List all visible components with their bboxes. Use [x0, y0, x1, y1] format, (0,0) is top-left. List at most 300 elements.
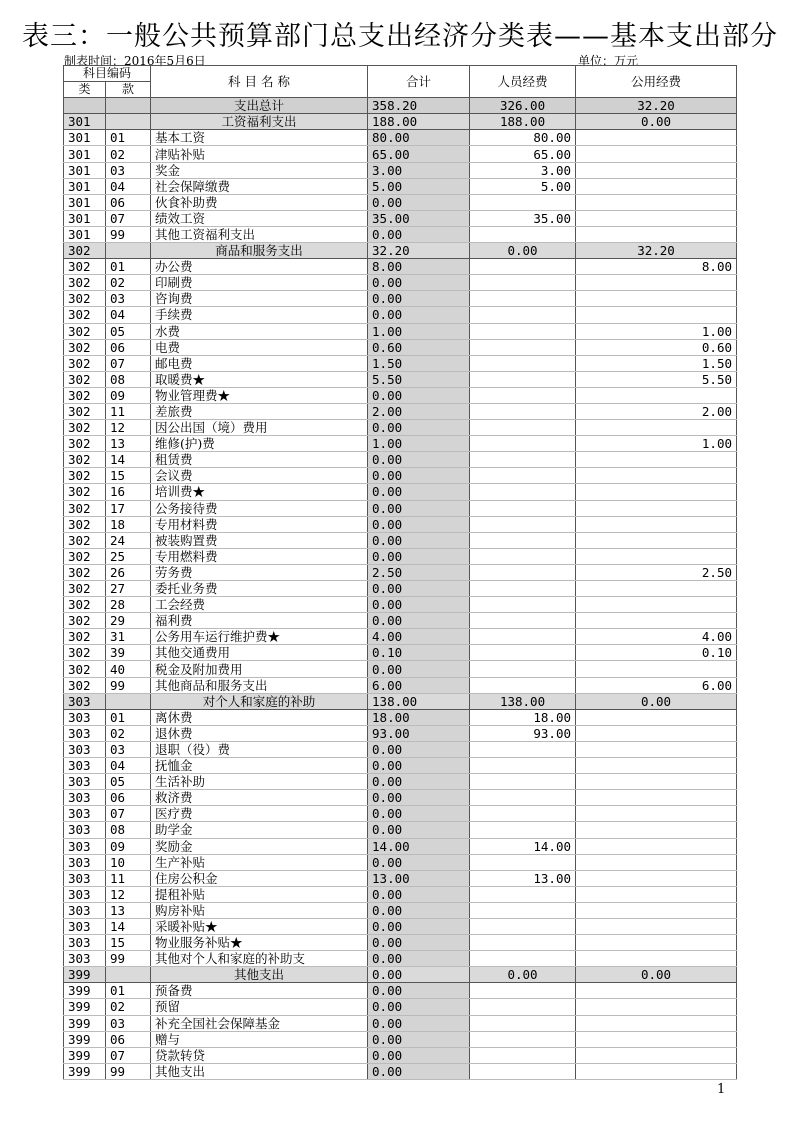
cell-public: [576, 1015, 737, 1031]
cell-public: [576, 162, 737, 178]
table-row: [64, 838, 737, 854]
table-row: [64, 500, 737, 516]
cell-public: [576, 806, 737, 822]
cell-total: 0.00: [368, 597, 470, 613]
summary-lei: [64, 98, 106, 114]
cell-personnel: [470, 484, 576, 500]
cell-personnel: [470, 387, 576, 403]
cell-lei: 303: [64, 741, 106, 757]
cell-kuan: 26: [106, 564, 151, 580]
cell-personnel: [470, 516, 576, 532]
cell-lei: 302: [64, 323, 106, 339]
cell-public: [576, 548, 737, 564]
cell-kuan: 10: [106, 854, 151, 870]
table-row: [64, 661, 737, 677]
cell-total: 0.00: [368, 902, 470, 918]
cell-kuan: 02: [106, 725, 151, 741]
cell-personnel: [470, 226, 576, 242]
cell-lei: 301: [64, 130, 106, 146]
cell-lei: 303: [64, 918, 106, 934]
summary-total: 358.20: [368, 98, 470, 114]
cell-kuan: 02: [106, 146, 151, 162]
cell-public: [576, 194, 737, 210]
table-row: [64, 259, 737, 275]
cell-personnel: 35.00: [470, 210, 576, 226]
cell-personnel: 18.00: [470, 709, 576, 725]
cell-lei: 303: [64, 790, 106, 806]
cell-name: 津贴补贴: [151, 146, 368, 162]
cell-kuan: 40: [106, 661, 151, 677]
cell-kuan: 15: [106, 468, 151, 484]
cell-public: [576, 758, 737, 774]
table-row: [64, 1047, 737, 1063]
cell-personnel: [470, 645, 576, 661]
cell-kuan: [106, 114, 151, 130]
table-row: [64, 983, 737, 999]
cell-total: 0.00: [368, 275, 470, 291]
cell-name: 水费: [151, 323, 368, 339]
cell-public: [576, 146, 737, 162]
cell-name: 绩效工资: [151, 210, 368, 226]
cell-total: 0.00: [368, 307, 470, 323]
cell-total: 2.50: [368, 564, 470, 580]
cell-name: 公务用车运行维护费★: [151, 629, 368, 645]
cell-kuan: 12: [106, 886, 151, 902]
cell-public: [576, 918, 737, 934]
cell-lei: 302: [64, 661, 106, 677]
cell-total: 1.00: [368, 323, 470, 339]
cell-lei: 302: [64, 291, 106, 307]
cell-public: [576, 597, 737, 613]
cell-public: 0.00: [576, 114, 737, 130]
cell-name: 助学金: [151, 822, 368, 838]
cell-total: 0.00: [368, 452, 470, 468]
cell-lei: 302: [64, 387, 106, 403]
table-row: [64, 146, 737, 162]
cell-lei: 303: [64, 806, 106, 822]
cell-kuan: 03: [106, 291, 151, 307]
cell-kuan: [106, 967, 151, 983]
cell-lei: 302: [64, 500, 106, 516]
cell-total: 0.00: [368, 741, 470, 757]
cell-public: [576, 1031, 737, 1047]
cell-name: 商品和服务支出: [151, 243, 368, 259]
expenditure-table: [63, 65, 737, 1080]
cell-public: [576, 822, 737, 838]
cell-lei: 301: [64, 162, 106, 178]
cell-total: 0.00: [368, 387, 470, 403]
cell-total: 1.00: [368, 436, 470, 452]
cell-public: [576, 870, 737, 886]
cell-public: [576, 790, 737, 806]
cell-public: [576, 452, 737, 468]
cell-personnel: [470, 468, 576, 484]
table-row: [64, 178, 737, 194]
cell-personnel: [470, 420, 576, 436]
table-row: [64, 130, 737, 146]
table-row: [64, 516, 737, 532]
cell-personnel: [470, 500, 576, 516]
cell-lei: 302: [64, 597, 106, 613]
cell-total: 14.00: [368, 838, 470, 854]
cell-lei: 301: [64, 178, 106, 194]
cell-kuan: 07: [106, 1047, 151, 1063]
cell-public: [576, 741, 737, 757]
cell-name: 因公出国（境）费用: [151, 420, 368, 436]
cell-public: [576, 613, 737, 629]
table-row: [64, 935, 737, 951]
cell-kuan: 24: [106, 532, 151, 548]
cell-kuan: 04: [106, 178, 151, 194]
cell-personnel: [470, 1063, 576, 1079]
cell-public: [576, 886, 737, 902]
cell-kuan: 99: [106, 226, 151, 242]
table-unit: 单位：万元: [578, 54, 639, 68]
cell-kuan: 99: [106, 951, 151, 967]
cell-personnel: [470, 532, 576, 548]
cell-public: [576, 307, 737, 323]
cell-lei: 302: [64, 243, 106, 259]
cell-personnel: [470, 291, 576, 307]
cell-kuan: 03: [106, 162, 151, 178]
cell-public: 4.00: [576, 629, 737, 645]
cell-kuan: 07: [106, 355, 151, 371]
cell-total: 0.00: [368, 774, 470, 790]
cell-total: 0.00: [368, 918, 470, 934]
cell-total: 35.00: [368, 210, 470, 226]
table-row: [64, 1031, 737, 1047]
header-public: 公用经费: [576, 66, 737, 98]
cell-total: 0.00: [368, 516, 470, 532]
cell-total: 188.00: [368, 114, 470, 130]
cell-kuan: 05: [106, 774, 151, 790]
cell-kuan: 17: [106, 500, 151, 516]
table-row: [64, 403, 737, 419]
cell-name: 预留: [151, 999, 368, 1015]
cell-kuan: 13: [106, 902, 151, 918]
cell-name: 医疗费: [151, 806, 368, 822]
table-row: [64, 709, 737, 725]
cell-personnel: [470, 774, 576, 790]
cell-name: 采暖补贴★: [151, 918, 368, 934]
header-lei: 类: [64, 82, 106, 98]
cell-kuan: 01: [106, 709, 151, 725]
table-row: [64, 806, 737, 822]
cell-personnel: [470, 951, 576, 967]
cell-total: 0.00: [368, 1063, 470, 1079]
cell-name: 税金及附加费用: [151, 661, 368, 677]
cell-total: 0.00: [368, 548, 470, 564]
cell-kuan: 13: [106, 436, 151, 452]
table-row: [64, 886, 737, 902]
cell-personnel: [470, 355, 576, 371]
cell-kuan: 06: [106, 790, 151, 806]
cell-kuan: 39: [106, 645, 151, 661]
cell-name: 专用材料费: [151, 516, 368, 532]
cell-lei: 303: [64, 709, 106, 725]
cell-public: [576, 500, 737, 516]
table-row: [64, 1063, 737, 1079]
cell-kuan: 06: [106, 194, 151, 210]
cell-personnel: [470, 1047, 576, 1063]
cell-name: 购房补贴: [151, 902, 368, 918]
cell-kuan: 99: [106, 1063, 151, 1079]
cell-public: 6.00: [576, 677, 737, 693]
cell-lei: 303: [64, 854, 106, 870]
cell-total: 0.00: [368, 758, 470, 774]
cell-name: 基本工资: [151, 130, 368, 146]
table-row: [64, 210, 737, 226]
cell-name: 差旅费: [151, 403, 368, 419]
cell-public: 0.60: [576, 339, 737, 355]
cell-lei: 302: [64, 403, 106, 419]
cell-lei: 302: [64, 677, 106, 693]
cell-total: 0.00: [368, 226, 470, 242]
cell-name: 租赁费: [151, 452, 368, 468]
cell-public: [576, 999, 737, 1015]
table-row: [64, 677, 737, 693]
cell-total: 0.00: [368, 484, 470, 500]
cell-kuan: 05: [106, 323, 151, 339]
cell-name: 补充全国社会保障基金: [151, 1015, 368, 1031]
cell-personnel: [470, 581, 576, 597]
table-row: [64, 951, 737, 967]
cell-kuan: 12: [106, 420, 151, 436]
cell-lei: 303: [64, 758, 106, 774]
cell-personnel: [470, 339, 576, 355]
cell-total: 32.20: [368, 243, 470, 259]
category-row: [64, 243, 737, 259]
table-date: 制表时间：2016年5月6日: [64, 54, 206, 68]
cell-lei: 303: [64, 935, 106, 951]
cell-name: 被装购置费: [151, 532, 368, 548]
cell-lei: 302: [64, 613, 106, 629]
table-row: [64, 999, 737, 1015]
cell-personnel: [470, 661, 576, 677]
cell-kuan: 29: [106, 613, 151, 629]
cell-personnel: [470, 597, 576, 613]
cell-lei: 399: [64, 1031, 106, 1047]
cell-lei: 303: [64, 870, 106, 886]
header-kuan: 款: [106, 82, 151, 98]
cell-lei: 399: [64, 967, 106, 983]
cell-total: 0.60: [368, 339, 470, 355]
cell-kuan: 09: [106, 838, 151, 854]
table-row: [64, 741, 737, 757]
cell-name: 住房公积金: [151, 870, 368, 886]
cell-public: [576, 854, 737, 870]
cell-lei: 303: [64, 902, 106, 918]
table-row: [64, 323, 737, 339]
cell-public: [576, 387, 737, 403]
cell-personnel: [470, 436, 576, 452]
table-row: [64, 645, 737, 661]
cell-public: [576, 130, 737, 146]
cell-kuan: 04: [106, 758, 151, 774]
cell-name: 赠与: [151, 1031, 368, 1047]
cell-name: 社会保障缴费: [151, 178, 368, 194]
cell-personnel: 0.00: [470, 243, 576, 259]
table-row: [64, 226, 737, 242]
cell-total: 5.50: [368, 371, 470, 387]
cell-personnel: [470, 307, 576, 323]
cell-lei: 301: [64, 210, 106, 226]
cell-personnel: [470, 323, 576, 339]
cell-lei: 302: [64, 259, 106, 275]
header-subject-name: 科 目 名 称: [151, 66, 368, 98]
cell-total: 0.00: [368, 951, 470, 967]
table-row: [64, 902, 737, 918]
table-row: [64, 581, 737, 597]
cell-name: 提租补贴: [151, 886, 368, 902]
cell-name: 退休费: [151, 725, 368, 741]
cell-lei: 303: [64, 822, 106, 838]
cell-personnel: [470, 822, 576, 838]
cell-kuan: 25: [106, 548, 151, 564]
cell-kuan: 15: [106, 935, 151, 951]
cell-public: [576, 178, 737, 194]
cell-name: 会议费: [151, 468, 368, 484]
cell-total: 4.00: [368, 629, 470, 645]
cell-total: 3.00: [368, 162, 470, 178]
cell-lei: 302: [64, 548, 106, 564]
cell-personnel: 80.00: [470, 130, 576, 146]
table-row: [64, 420, 737, 436]
cell-public: 1.50: [576, 355, 737, 371]
cell-total: 0.00: [368, 581, 470, 597]
cell-lei: 302: [64, 436, 106, 452]
cell-kuan: 31: [106, 629, 151, 645]
cell-kuan: 14: [106, 452, 151, 468]
cell-name: 其他交通费用: [151, 645, 368, 661]
cell-total: 0.00: [368, 613, 470, 629]
cell-personnel: 65.00: [470, 146, 576, 162]
cell-kuan: 02: [106, 999, 151, 1015]
cell-total: 65.00: [368, 146, 470, 162]
cell-name: 生活补助: [151, 774, 368, 790]
cell-total: 13.00: [368, 870, 470, 886]
table-row: [64, 194, 737, 210]
cell-name: 奖励金: [151, 838, 368, 854]
cell-public: 2.50: [576, 564, 737, 580]
cell-lei: 301: [64, 194, 106, 210]
cell-kuan: [106, 243, 151, 259]
cell-total: 0.00: [368, 999, 470, 1015]
cell-name: 贷款转贷: [151, 1047, 368, 1063]
header-total: 合计: [368, 66, 470, 98]
cell-total: 0.00: [368, 194, 470, 210]
cell-lei: 399: [64, 999, 106, 1015]
cell-name: 其他工资福利支出: [151, 226, 368, 242]
cell-personnel: [470, 613, 576, 629]
cell-total: 0.00: [368, 790, 470, 806]
table-row: [64, 1015, 737, 1031]
cell-total: 0.00: [368, 1031, 470, 1047]
cell-name: 退职（役）费: [151, 741, 368, 757]
cell-name: 工资福利支出: [151, 114, 368, 130]
cell-personnel: [470, 935, 576, 951]
cell-personnel: [470, 371, 576, 387]
cell-public: [576, 983, 737, 999]
cell-name: 培训费★: [151, 484, 368, 500]
table-row: [64, 548, 737, 564]
cell-name: 抚恤金: [151, 758, 368, 774]
cell-lei: 302: [64, 645, 106, 661]
cell-lei: 302: [64, 371, 106, 387]
cell-lei: 302: [64, 564, 106, 580]
cell-total: 0.10: [368, 645, 470, 661]
cell-total: 8.00: [368, 259, 470, 275]
cell-total: 1.50: [368, 355, 470, 371]
header-subject-code: 科目编码: [64, 66, 151, 82]
header-personnel: 人员经费: [470, 66, 576, 98]
cell-total: 0.00: [368, 500, 470, 516]
cell-kuan: 04: [106, 307, 151, 323]
cell-kuan: 08: [106, 822, 151, 838]
cell-lei: 302: [64, 275, 106, 291]
cell-lei: 302: [64, 484, 106, 500]
cell-total: 0.00: [368, 291, 470, 307]
cell-public: [576, 935, 737, 951]
cell-public: [576, 725, 737, 741]
cell-name: 其他对个人和家庭的补助支: [151, 951, 368, 967]
cell-kuan: 09: [106, 387, 151, 403]
table-row: [64, 484, 737, 500]
cell-public: [576, 291, 737, 307]
cell-lei: 303: [64, 693, 106, 709]
cell-kuan: 16: [106, 484, 151, 500]
cell-total: 0.00: [368, 806, 470, 822]
cell-public: 5.50: [576, 371, 737, 387]
cell-public: [576, 1063, 737, 1079]
cell-lei: 303: [64, 886, 106, 902]
cell-total: 6.00: [368, 677, 470, 693]
cell-total: 0.00: [368, 935, 470, 951]
cell-total: 2.00: [368, 403, 470, 419]
cell-public: [576, 902, 737, 918]
category-row: [64, 114, 737, 130]
cell-total: 0.00: [368, 886, 470, 902]
cell-personnel: 13.00: [470, 870, 576, 886]
cell-kuan: 18: [106, 516, 151, 532]
cell-public: 0.00: [576, 967, 737, 983]
cell-total: 0.00: [368, 661, 470, 677]
cell-public: 2.00: [576, 403, 737, 419]
cell-lei: 301: [64, 226, 106, 242]
cell-lei: 302: [64, 355, 106, 371]
cell-lei: 301: [64, 146, 106, 162]
table-row: [64, 854, 737, 870]
table-row: [64, 564, 737, 580]
cell-total: 0.00: [368, 532, 470, 548]
cell-personnel: 138.00: [470, 693, 576, 709]
table-row: [64, 307, 737, 323]
cell-name: 奖金: [151, 162, 368, 178]
cell-personnel: [470, 918, 576, 934]
cell-name: 取暖费★: [151, 371, 368, 387]
cell-total: 93.00: [368, 725, 470, 741]
cell-name: 手续费: [151, 307, 368, 323]
cell-kuan: 02: [106, 275, 151, 291]
cell-lei: 399: [64, 1015, 106, 1031]
table-row: [64, 870, 737, 886]
cell-total: 0.00: [368, 822, 470, 838]
table-row: [64, 355, 737, 371]
table-row: [64, 774, 737, 790]
cell-personnel: [470, 886, 576, 902]
cell-personnel: [470, 1015, 576, 1031]
cell-personnel: [470, 564, 576, 580]
